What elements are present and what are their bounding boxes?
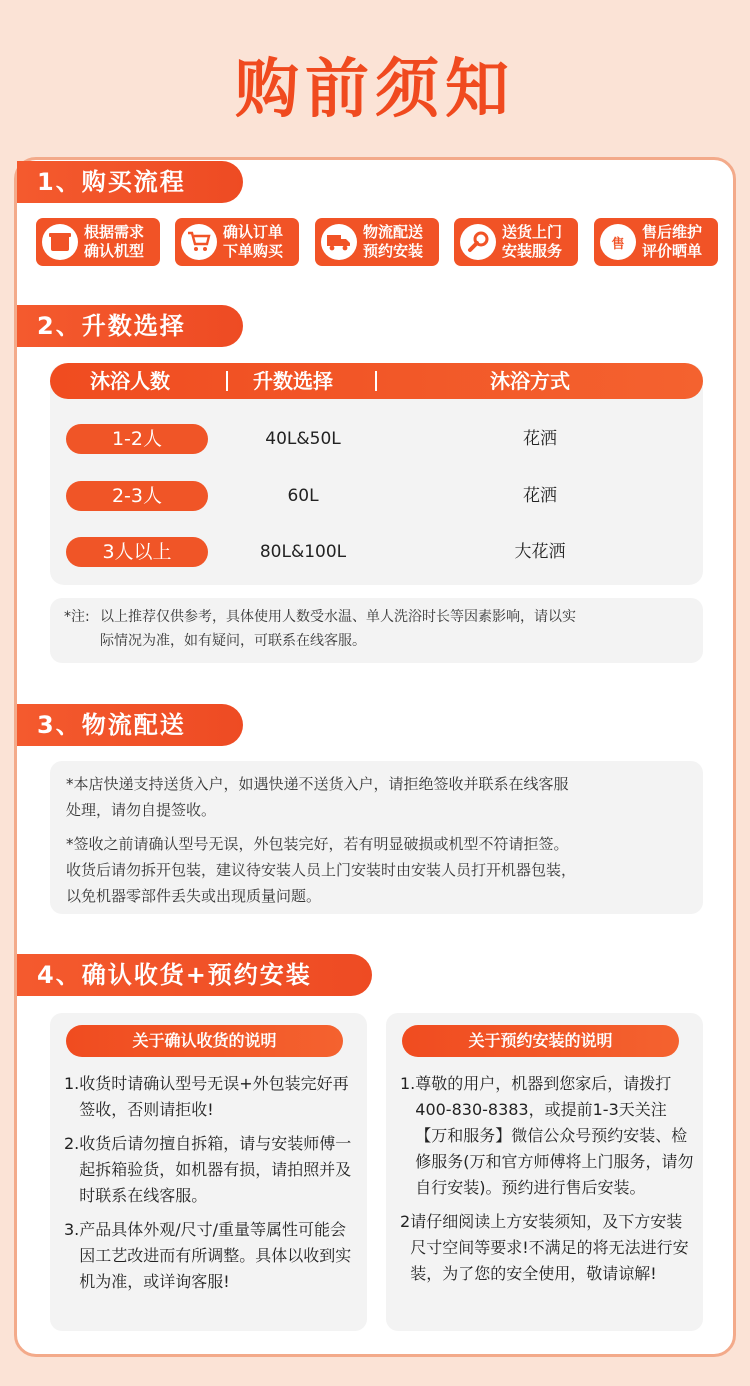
header-capacity: 升数选择 [253, 369, 333, 393]
header-people: 沐浴人数 [90, 369, 170, 393]
item-number: 1. [400, 1074, 416, 1093]
step-label-line1: 确认订单 [223, 223, 284, 241]
list-item [400, 1209, 695, 1287]
step-installation [454, 218, 578, 266]
item-text: 产品具体外观/尺寸/重量等属性可能会因工艺改进而有所调整。具体以收到实机为准，或详询客服! [79, 1220, 352, 1291]
list-item [400, 1071, 695, 1201]
step-label-line2: 确认机型 [84, 242, 145, 260]
step-after-sale [594, 218, 718, 266]
list-item [64, 1131, 359, 1209]
install-notes [386, 1013, 703, 1331]
receipt-notes-title: 关于确认收货的说明 [66, 1025, 343, 1057]
step-label-line2: 下单购买 [223, 242, 284, 260]
step-label-line2: 安装服务 [502, 242, 563, 260]
step-confirm-model [36, 218, 160, 266]
step-delivery [315, 218, 439, 266]
install-notes-list [400, 1071, 695, 1295]
receipt-notes [50, 1013, 367, 1331]
list-item [64, 1217, 359, 1295]
note-prefix: *注: [64, 609, 90, 625]
mode-cell: 大花洒 [514, 542, 566, 562]
delivery-line: 处理，请勿自提签收。 [66, 801, 217, 819]
capacity-note [50, 598, 703, 663]
step-label-line2: 评价晒单 [642, 242, 703, 260]
process-steps [36, 218, 718, 266]
wrench-icon [460, 224, 496, 260]
people-badge: 1-2人 [66, 424, 208, 454]
delivery-line: 收货后请勿拆开包装，建议待安装人员上门安装时由安装人员打开机器包装， [66, 861, 577, 879]
item-text: 收货后请勿擅自拆箱，请与安装师傅一起拆箱验货，如机器有损，请拍照并及时联系在线客服。 [79, 1134, 352, 1205]
capacity-cell: 60L [287, 486, 319, 506]
item-number: 3. [64, 1220, 80, 1239]
item-text: 请仔细阅读上方安装须知，及下方安装尺寸空间等要求!不满足的将无法进行安装，为了您的安全使用，敬请谅解! [410, 1212, 689, 1283]
section-title-delivery: 3、物流配送 [17, 704, 243, 746]
header-divider [375, 371, 377, 391]
section-title-receipt-install: 4、确认收货+预约安装 [17, 954, 372, 996]
capacity-table-header [50, 363, 703, 399]
install-notes-title: 关于预约安装的说明 [402, 1025, 679, 1057]
item-text: 尊敬的用户，机器到您家后，请拨打400-830-8383，或提前1-3天关注【万和服务】微信公众号预约安装、检修服务(万和官方师傅将上门服务，请勿自行安装)。预约进行售后安装。 [415, 1074, 694, 1197]
people-badge: 3人以上 [66, 537, 208, 567]
item-text: 收货时请确认型号无误+外包装完好再签收，否则请拒收! [79, 1074, 349, 1119]
truck-icon [321, 224, 357, 260]
list-item [64, 1071, 359, 1123]
delivery-line: *本店快递支持送货入户，如遇快递不送货入户，请拒绝签收并联系在线客服 [66, 775, 569, 793]
header-divider [226, 371, 228, 391]
step-label-line1: 送货上门 [502, 223, 563, 241]
step-label-line1: 根据需求 [84, 223, 145, 241]
receipt-notes-list [64, 1071, 359, 1303]
delivery-notes [50, 761, 703, 914]
after-sale-icon [600, 224, 636, 260]
box-icon [42, 224, 78, 260]
delivery-line: *签收之前请确认型号无误，外包装完好，若有明显破损或机型不符请拒签。 [66, 835, 569, 853]
note-line: 际情况为准，如有疑问，可联系在线客服。 [100, 633, 366, 649]
after-sale-glyph: 售 [611, 236, 625, 252]
step-label-line1: 售后维护 [642, 223, 703, 241]
section-title-capacity: 2、升数选择 [17, 305, 243, 347]
delivery-paragraph [66, 831, 689, 909]
item-number: 1. [64, 1074, 80, 1093]
people-badge: 2-3人 [66, 481, 208, 511]
step-label-line1: 物流配送 [363, 223, 424, 241]
section-title-purchase-process: 1、购买流程 [17, 161, 243, 203]
step-place-order [175, 218, 299, 266]
note-text [100, 605, 576, 653]
item-number: 2. [64, 1134, 80, 1153]
header-mode: 沐浴方式 [490, 369, 570, 393]
mode-cell: 花洒 [523, 486, 557, 506]
page-title: 购前须知 [235, 53, 515, 127]
cart-icon [181, 224, 217, 260]
item-number: 2 [400, 1212, 411, 1231]
capacity-cell: 80L&100L [259, 542, 347, 562]
mode-cell: 花洒 [523, 429, 557, 449]
note-line: 以上推荐仅供参考，具体使用人数受水温、单人洗浴时长等因素影响，请以实 [100, 609, 576, 625]
step-label-line2: 预约安装 [363, 242, 424, 260]
delivery-paragraph [66, 771, 689, 823]
capacity-cell: 40L&50L [265, 429, 341, 449]
delivery-line: 以免机器零部件丢失或出现质量问题。 [66, 887, 322, 905]
